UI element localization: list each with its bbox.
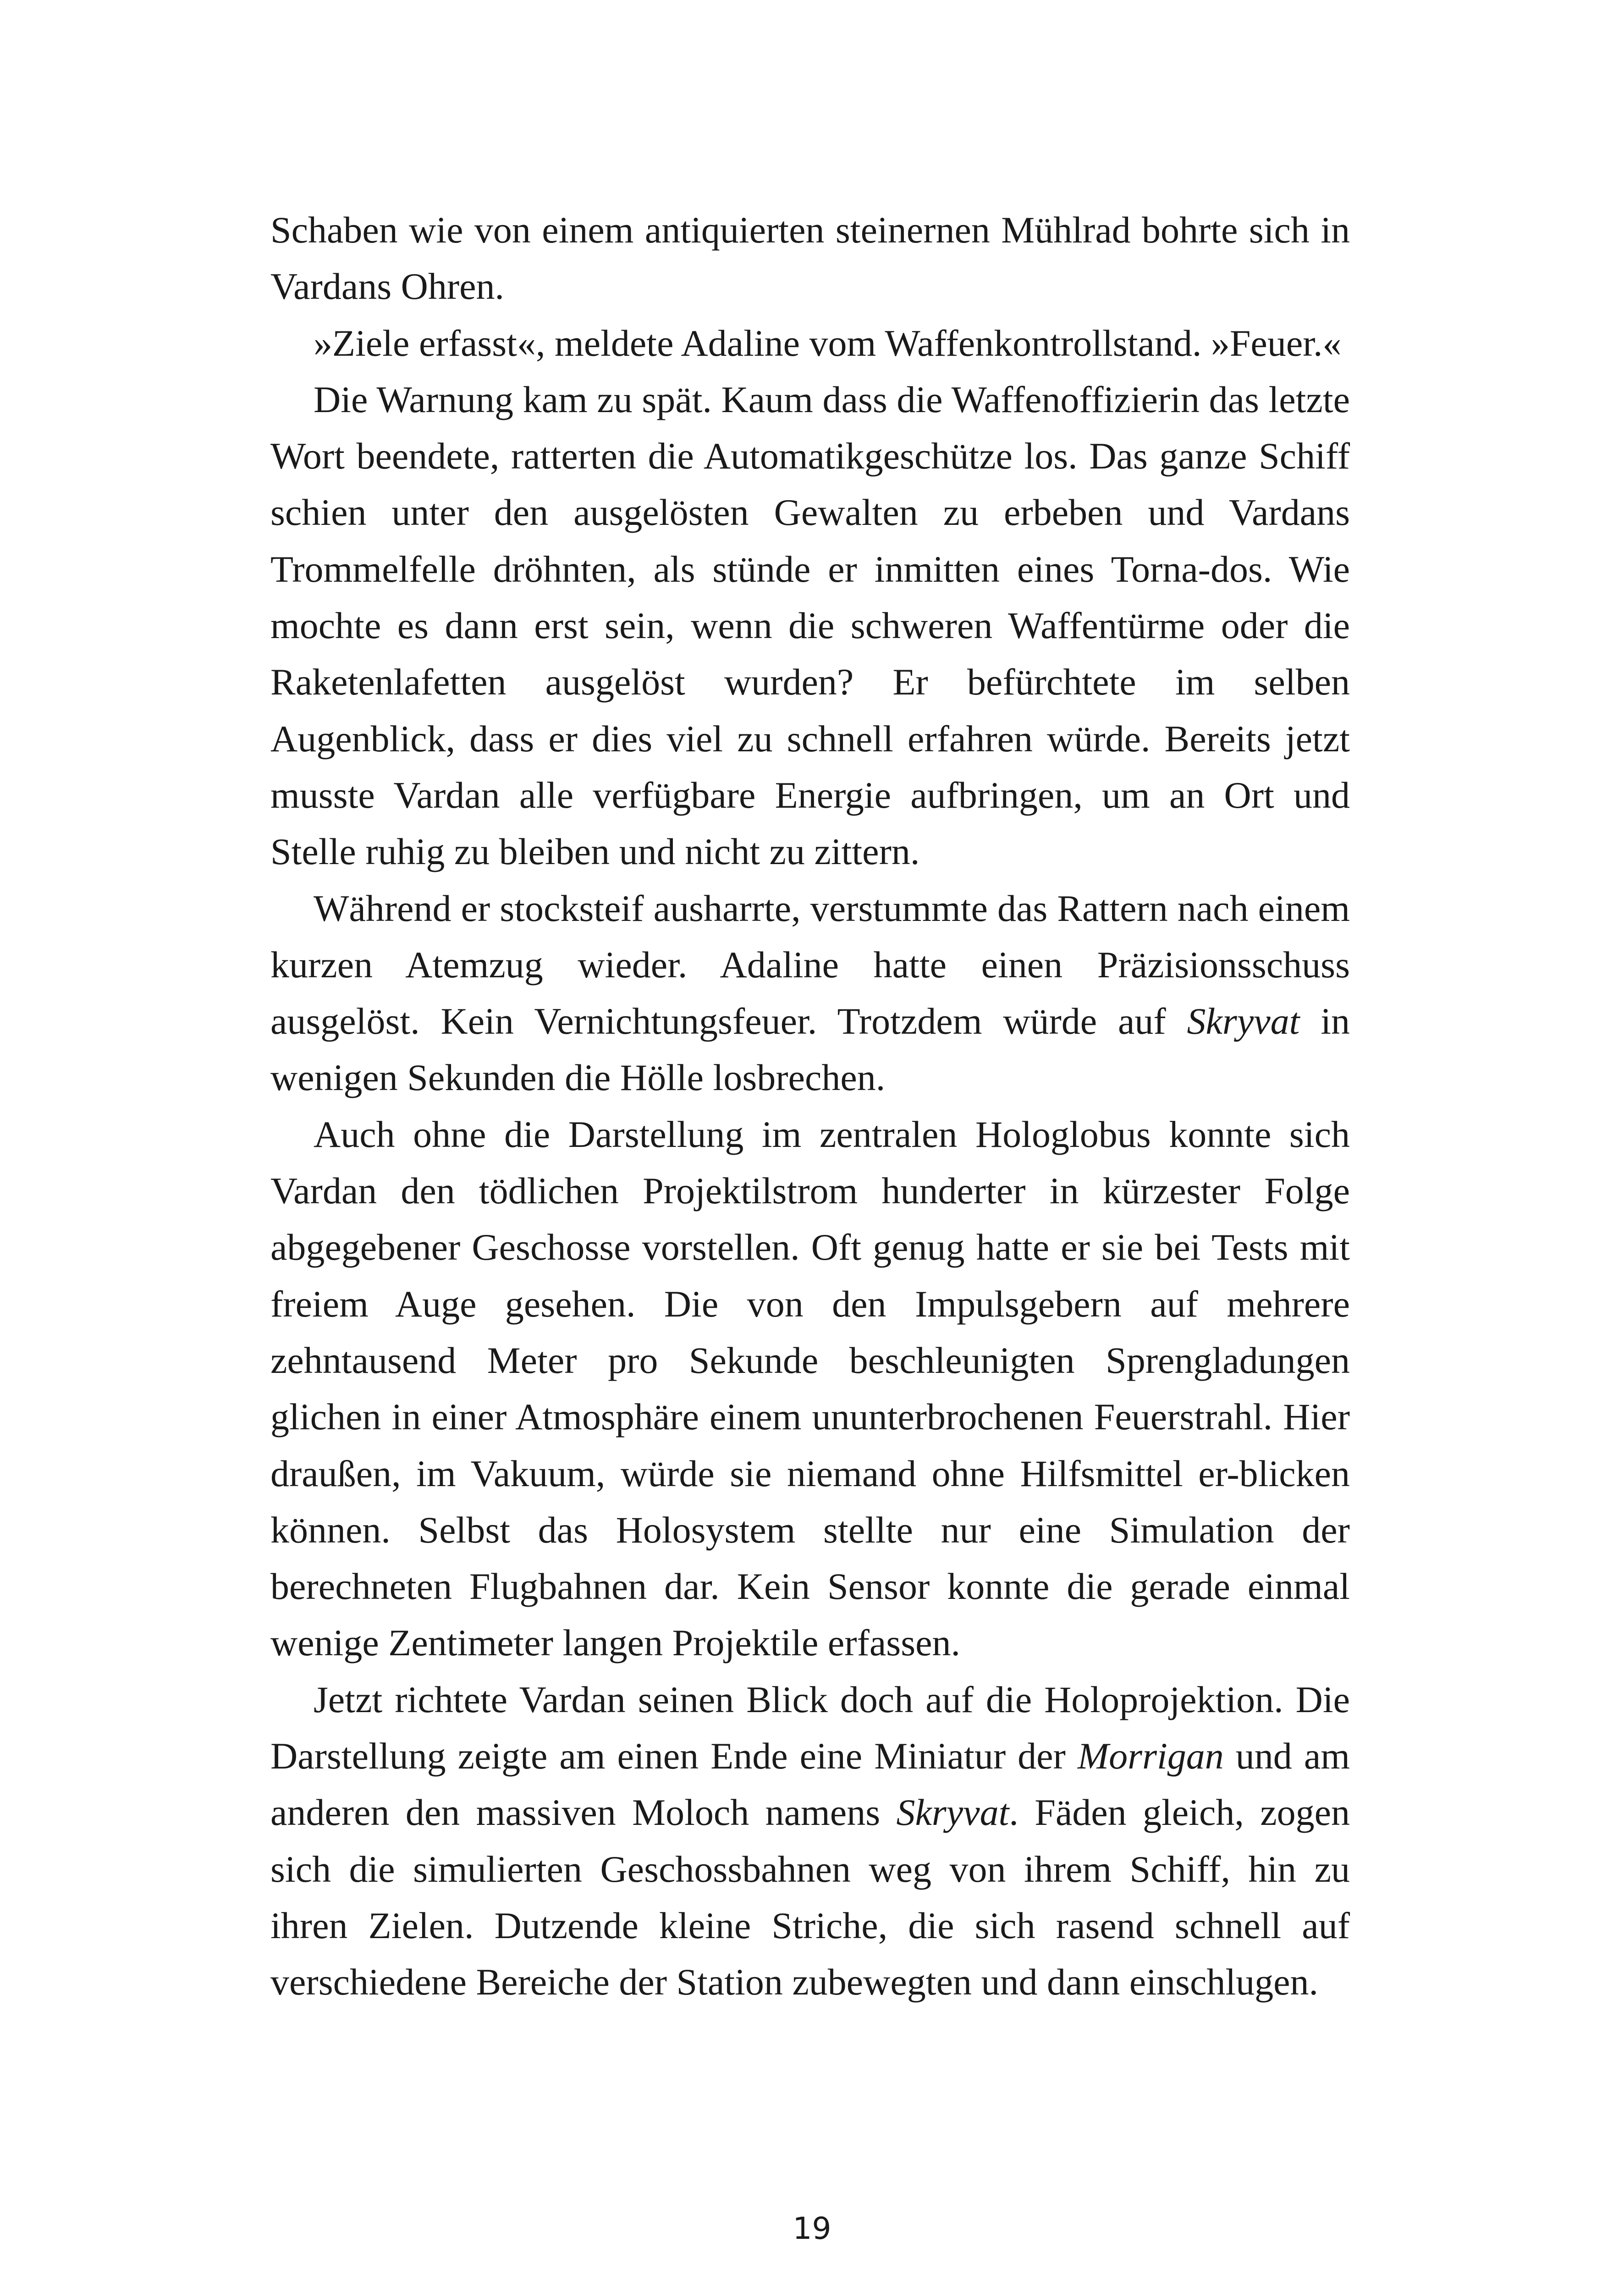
text-run: Schaben wie von einem antiquierten steinernen Mühlrad bohrte sich in Vardans Ohren.	[270, 209, 1350, 308]
text-run: Die Warnung kam zu spät. Kaum dass die Waffenoffizierin das letzte Wort beendete, ratterten die Automatikgeschütze los. Das ganze Schiff schien unter den ausgelösten Gewalten zu erbeben und Vardans Trommelfelle dröhnten, als stünde er inmitten eines Torna-dos. Wie mochte es dann erst sein, wenn die schweren Waffentürme oder die Raketenlafetten ausgelöst wurden? Er befürchtete im selben Augenblick, dass er dies viel zu schnell erfahren würde. Bereits jetzt musste Vardan alle verfügbare Energie aufbringen, um an Ort und Stelle ruhig zu bleiben und nicht zu zittern.	[270, 378, 1350, 873]
text-run: in wenigen Sekunden die Hölle losbrechen.	[270, 1000, 1350, 1099]
paragraph-3	[270, 371, 1350, 880]
text-run: und am anderen den massiven Moloch namens	[270, 1735, 1350, 1834]
italic-text: Skryvat	[1187, 1000, 1300, 1042]
paragraph-6	[270, 1671, 1350, 2011]
paragraph-2	[270, 315, 1350, 371]
text-run: . Fäden gleich, zogen sich die simulierten Geschossbahnen weg von ihrem Schiff, hin zu ihren Zielen. Dutzende kleine Striche, die sich rasend schnell auf verschiedene Bereiche der Station zubewegten und dann einschlugen.	[270, 1791, 1350, 2003]
paragraph-1	[270, 202, 1350, 315]
text-run: Auch ohne die Darstellung im zentralen Hologlobus konnte sich Vardan den tödlichen Projektilstrom hunderter in kürzester Folge abgegebener Geschosse vorstellen. Oft genug hatte er sie bei Tests mit freiem Auge gesehen. Die von den Impulsgebern auf mehrere zehntausend Meter pro Sekunde beschleunigten Sprengladungen glichen in einer Atmosphäre einem ununterbrochenen Feuerstrahl. Hier draußen, im Vakuum, würde sie niemand ohne Hilfsmittel er-blicken können. Selbst das Holosystem stellte nur eine Simulation der berechneten Flugbahnen dar. Kein Sensor konnte die gerade einmal wenige Zentimeter langen Projektile erfassen.	[270, 1113, 1350, 1664]
text-run: »Ziele erfasst«, meldete Adaline vom Waffenkontrollstand. »Feuer.«	[314, 322, 1342, 364]
text-run: Jetzt richtete Vardan seinen Blick doch auf die Holoprojektion. Die Darstellung zeigte am einen Ende eine Miniatur der	[270, 1678, 1350, 1777]
text-run: Während er stocksteif ausharrte, verstummte das Rattern nach einem kurzen Atemzug wieder. Adaline hatte einen Präzisionsschuss ausgelöst. Kein Vernichtungsfeuer. Trotzdem würde auf	[270, 887, 1350, 1042]
italic-text: Morrigan	[1077, 1735, 1224, 1777]
paragraph-5	[270, 1106, 1350, 1671]
paragraph-4	[270, 880, 1350, 1106]
body-text	[270, 202, 1350, 2011]
italic-text: Skryvat	[896, 1791, 1009, 1834]
page-number: 19	[793, 2211, 831, 2246]
